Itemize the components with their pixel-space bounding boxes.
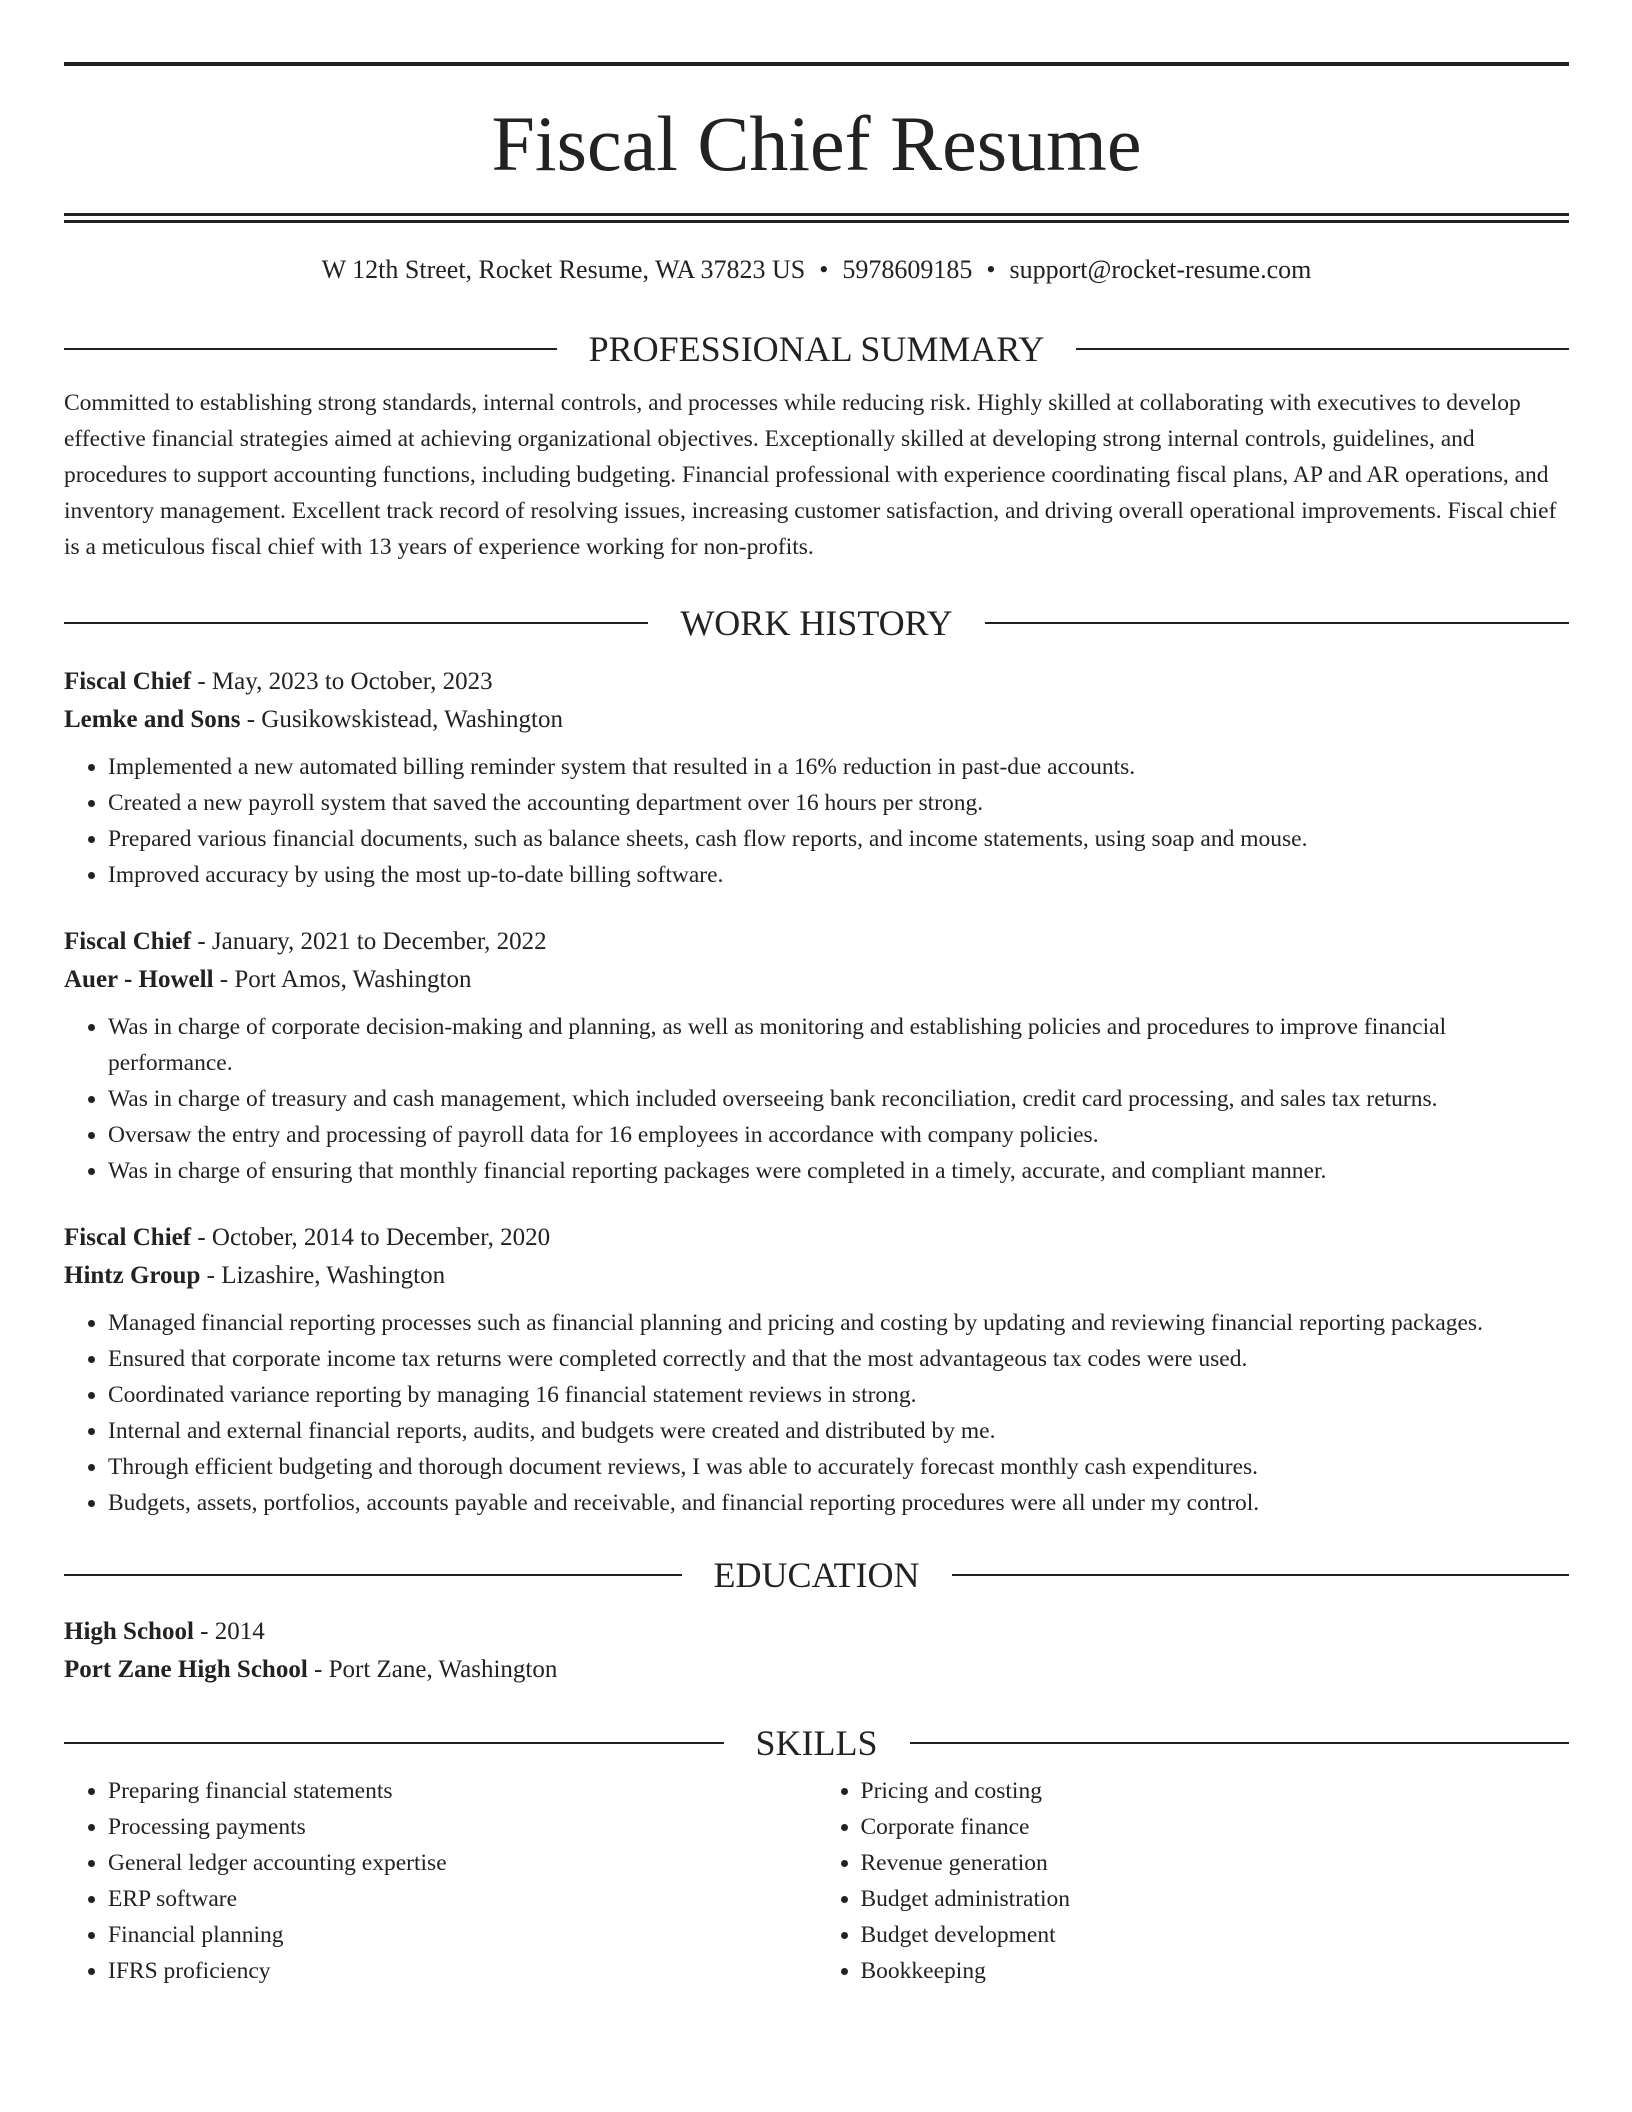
job-bullet: • Budgets, assets, portfolios, accounts payable and receivable, and financial reporting procedures were all under my control. [108, 1485, 1569, 1521]
skill-item: • Financial planning [108, 1917, 817, 1953]
job-dates: - January, 2021 to December, 2022 [191, 928, 547, 955]
skill-item: • Budget development [861, 1917, 1570, 1953]
section-title: WORK HISTORY [680, 603, 953, 643]
job-entry [64, 1219, 1569, 1521]
job-entry [64, 923, 1569, 1189]
resume-title: Fiscal Chief Resume [491, 100, 1142, 187]
section-heading-education [64, 1557, 1569, 1593]
job-bullets [64, 749, 1569, 893]
job-company-line [64, 701, 1569, 739]
skill-item: • IFRS proficiency [108, 1953, 817, 1989]
education-school-line [64, 1651, 1569, 1689]
skill-item: • Processing payments [108, 1809, 817, 1845]
heading-rule [985, 622, 1569, 624]
job-location: - Gusikowskistead, Washington [240, 706, 563, 733]
job-company: Hintz Group [64, 1262, 201, 1289]
section-title: PROFESSIONAL SUMMARY [588, 329, 1045, 369]
job-dates: - May, 2023 to October, 2023 [191, 668, 493, 695]
job-location: - Lizashire, Washington [200, 1262, 446, 1289]
skill-item: • ERP software [108, 1881, 817, 1917]
contact-email: support@rocket-resume.com [1009, 255, 1312, 284]
resume-content [64, 62, 1569, 1989]
job-bullet: • Through efficient budgeting and thorough document reviews, I was able to accurately forecast monthly cash expenditures. [108, 1449, 1569, 1485]
job-bullet: • Created a new payroll system that saved the accounting department over 16 hours per strong. [108, 785, 1569, 821]
skill-item: • Pricing and costing [861, 1773, 1570, 1809]
job-title: Fiscal Chief [64, 928, 192, 955]
job-company-line [64, 961, 1569, 999]
section-title: EDUCATION [713, 1555, 920, 1595]
heading-rule [1076, 348, 1569, 350]
skill-item: • General ledger accounting expertise [108, 1845, 817, 1881]
job-bullet: • Prepared various financial documents, such as balance sheets, cash flow reports, and income statements, using soap and mouse. [108, 821, 1569, 857]
heading-rule [64, 1574, 682, 1576]
job-bullets [64, 1305, 1569, 1521]
job-company: Lemke and Sons [64, 706, 241, 733]
job-bullet: • Oversaw the entry and processing of payroll data for 16 employees in accordance with company policies. [108, 1117, 1569, 1153]
job-bullet: • Managed financial reporting processes such as financial planning and pricing and costing by updating and reviewing financial reporting packages. [108, 1305, 1569, 1341]
job-title-line [64, 923, 1569, 961]
section-heading-summary [64, 331, 1569, 367]
skill-item: • Corporate finance [861, 1809, 1570, 1845]
job-bullet: • Improved accuracy by using the most up-to-date billing software. [108, 857, 1569, 893]
job-bullet: • Implemented a new automated billing reminder system that resulted in a 16% reduction in past-due accounts. [108, 749, 1569, 785]
job-bullet: • Coordinated variance reporting by managing 16 financial statement reviews in strong. [108, 1377, 1569, 1413]
job-bullet: • Internal and external financial reports, audits, and budgets were created and distributed by me. [108, 1413, 1569, 1449]
job-location: - Port Amos, Washington [213, 966, 472, 993]
job-company-line [64, 1257, 1569, 1295]
heading-rule [64, 348, 557, 350]
education-school: Port Zane High School [64, 1656, 308, 1683]
job-dates: - October, 2014 to December, 2020 [191, 1224, 551, 1251]
skill-item: • Revenue generation [861, 1845, 1570, 1881]
contact-line [64, 257, 1569, 283]
contact-address: W 12th Street, Rocket Resume, WA 37823 US [321, 255, 806, 284]
header-top-rule [64, 62, 1569, 66]
education-degree: High School [64, 1618, 194, 1645]
skills-list-right [817, 1773, 1570, 1989]
job-bullet: • Was in charge of treasury and cash management, which included overseeing bank reconciliation, credit card processing, and sales tax returns. [108, 1081, 1569, 1117]
job-bullet: • Was in charge of ensuring that monthly financial reporting packages were completed in a timely, accurate, and compliant manner. [108, 1153, 1569, 1189]
skill-item: • Bookkeeping [861, 1953, 1570, 1989]
education-year: - 2014 [193, 1618, 265, 1645]
summary-text: Committed to establishing strong standards, internal controls, and processes while reducing risk. Highly skilled at collaborating with executives to develop effective financial strategies aimed at achieving organizational objectives. Exceptionally skilled at developing strong internal controls, guidelines, and procedures to support accounting functions, including budgeting. Financial professional with experience coordinating fiscal plans, AP and AR operations, and inventory management. Excellent track record of resolving issues, increasing customer satisfaction, and driving overall operational improvements. Fiscal chief is a meticulous fiscal chief with 13 years of experience working for non-profits. [64, 390, 1557, 560]
heading-rule [64, 1742, 724, 1744]
skills-list-left [64, 1773, 817, 1989]
job-entry [64, 663, 1569, 893]
header-double-rule [64, 213, 1569, 223]
job-title-line [64, 1219, 1569, 1257]
section-heading-work [64, 605, 1569, 641]
skill-item: • Budget administration [861, 1881, 1570, 1917]
job-bullet: • Was in charge of corporate decision-making and planning, as well as monitoring and establishing policies and procedures to improve financial performance. [108, 1009, 1569, 1081]
contact-separator: • [986, 255, 996, 284]
heading-rule [952, 1574, 1570, 1576]
job-title: Fiscal Chief [64, 1224, 192, 1251]
education-location: - Port Zane, Washington [307, 1656, 558, 1683]
skills-columns [64, 1773, 1569, 1989]
job-title-line [64, 663, 1569, 701]
job-bullet: • Ensured that corporate income tax returns were completed correctly and that the most advantageous tax codes were used. [108, 1341, 1569, 1377]
heading-rule [910, 1742, 1570, 1744]
job-title: Fiscal Chief [64, 668, 192, 695]
education-degree-line [64, 1613, 1569, 1651]
section-heading-skills [64, 1725, 1569, 1761]
job-company: Auer - Howell [64, 966, 214, 993]
section-title: SKILLS [755, 1723, 878, 1763]
job-bullets [64, 1009, 1569, 1189]
contact-phone: 5978609185 [842, 255, 973, 284]
skill-item: • Preparing financial statements [108, 1773, 817, 1809]
heading-rule [64, 622, 648, 624]
contact-separator: • [819, 255, 829, 284]
